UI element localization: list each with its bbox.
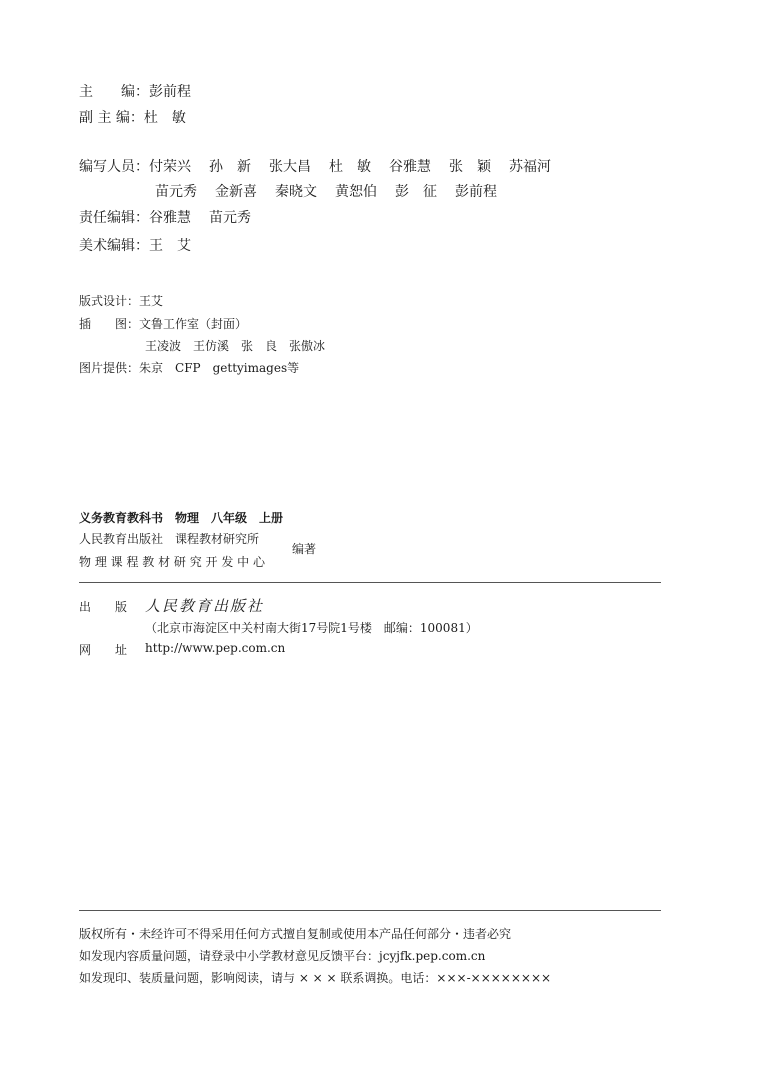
deputy-editor-line [79,107,186,127]
writer-name: 付荣兴 [149,159,191,175]
writer-name: 苏福河 [509,159,551,175]
writer-name: 彭 征 [395,184,437,200]
writers-line-2 [155,181,515,201]
writers-label: 编写人员： [79,159,149,175]
writer-name: 苗元秀 [155,184,197,200]
publisher-address: （北京市海淀区中关村南大街17号院1号楼 邮编：100081） [145,621,478,635]
illustration-value-2: 王凌波 王仿溪 张 良 张傲冰 [145,339,326,353]
writer-name: 张 颖 [449,159,491,175]
chief-editor-label: 主 编： [79,84,149,100]
art-editor-label: 美术编辑： [79,238,149,254]
writer-name: 谷雅慧 [389,159,431,175]
photos-label: 图片提供： [79,361,140,375]
responsible-editor-line [79,207,269,227]
illustration-value: 文鲁工作室（封面） [139,317,248,331]
responsible-editor-name: 谷雅慧 [149,210,191,226]
writer-name: 黄恕伯 [335,184,377,200]
layout-design-line [79,292,163,309]
quality-notice: 如发现印、装质量问题，影响阅读，请与 × × × 联系调换。电话：×××-×××××××× [79,971,552,985]
deputy-editor-label: 副 主 编： [79,110,144,126]
book-title: 义务教育教科书 物理 八年级 上册 [79,511,284,525]
photos-value: 朱京 CFP gettyimages等 [139,361,300,375]
art-editor-name: 王 艾 [149,238,191,254]
feedback-notice: 如发现内容质量问题，请登录中小学教材意见反馈平台：jcyjfk.pep.com.cn [79,949,486,963]
compiled-label: 编著 [292,542,317,556]
writers-line-1 [79,156,569,176]
writer-name: 秦晓文 [275,184,317,200]
divider-top [79,582,661,583]
layout-design-value: 王艾 [139,294,164,308]
website-url: http://www.pep.com.cn [145,641,286,655]
responsible-editor-name: 苗元秀 [209,210,251,226]
photos-line [79,359,299,376]
art-editor-line [79,235,191,255]
writer-name: 张大昌 [269,159,311,175]
writer-name: 孙 新 [209,159,251,175]
chief-editor-line [79,81,191,101]
responsible-editor-label: 责任编辑： [79,210,149,226]
deputy-editor-name: 杜 敏 [143,110,186,126]
writer-name: 金新喜 [215,184,257,200]
illustration-line-2 [145,337,325,354]
chief-editor-name: 彭前程 [149,84,191,100]
illustration-line [79,315,247,332]
writer-name: 彭前程 [455,184,497,200]
copyright-notice: 版权所有・未经许可不得采用任何方式擅自复制或使用本产品任何部分・违者必究 [79,927,512,941]
illustration-label: 插 图： [79,317,140,331]
website-label: 网 址 [79,643,128,657]
layout-design-label: 版式设计： [79,294,140,308]
divider-bottom [79,910,661,911]
publisher-line-1: 人民教育出版社 课程教材研究所 [79,532,260,546]
publisher-line-2: 物 理 课 程 教 材 研 究 开 发 中 心 [79,555,265,569]
publisher-logo: 人民教育出版社 [145,597,265,615]
writer-name: 杜 敏 [329,159,371,175]
publish-label: 出 版 [79,600,128,614]
